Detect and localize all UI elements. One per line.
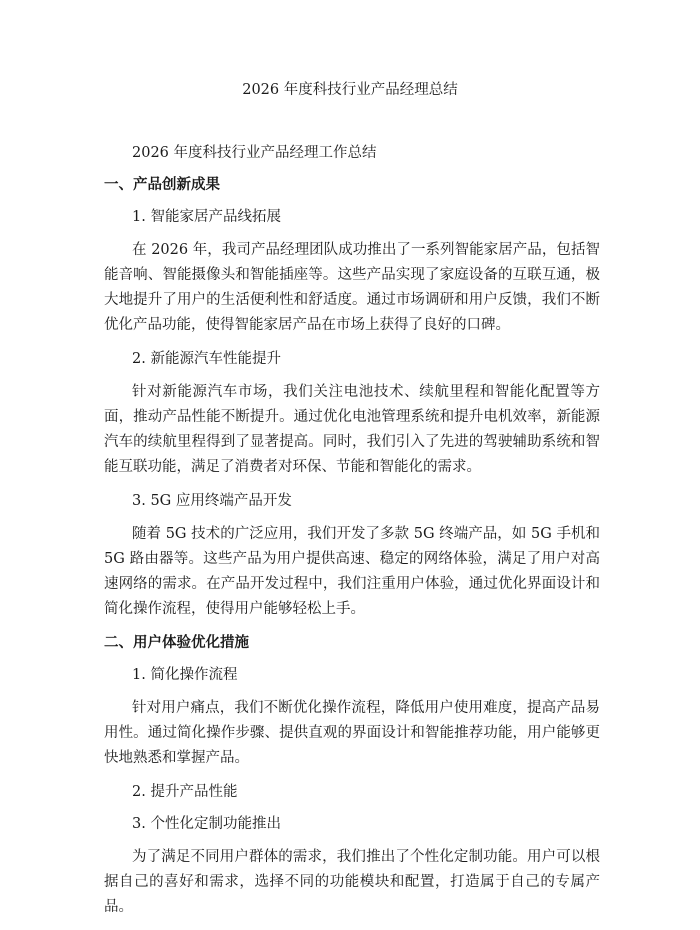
paragraph-ev: 针对新能源汽车市场，我们关注电池技术、续航里程和智能化配置等方面，推动产品性能不断提升。通过优化电池管理系统和提升电机效率，新能源汽车的续航里程得到了显著提高。同时，我们引入了先进的驾驶辅助系统和智能互联功能，满足了消费者对环保、节能和智能化的需求。	[104, 384, 600, 475]
section-heading: 二、用户体验优化措施	[104, 635, 249, 651]
item-heading-simplify: 1. 简化操作流程	[132, 667, 238, 683]
item-heading-customization: 3. 个性化定制功能推出	[132, 816, 281, 832]
document-body	[104, 142, 600, 930]
document-subtitle: 2026 年度科技行业产品经理工作总结	[132, 145, 377, 161]
item-heading-performance: 2. 提升产品性能	[132, 784, 238, 800]
section-product-innovation	[104, 174, 600, 622]
paragraph-simplify: 针对用户痛点，我们不断优化操作流程，降低用户使用难度，提高产品易用性。通过简化操作步骤、提供直观的界面设计和智能推荐功能，用户能够更快地熟悉和掌握产品。	[104, 700, 600, 766]
section-ux-optimization	[104, 632, 600, 920]
paragraph-5g: 随着 5G 技术的广泛应用，我们开发了多款 5G 终端产品，如 5G 手机和 5G 路由器等。这些产品为用户提供高速、稳定的网络体验，满足了用户对高速网络的需求。在产品开发过程中，我们注重用户体验，通过优化界面设计和简化操作流程，使得用户能够轻松上手。	[104, 526, 600, 617]
item-heading-5g: 3. 5G 应用终端产品开发	[132, 493, 292, 509]
paragraph-customization: 为了满足不同用户群体的需求，我们推出了个性化定制功能。用户可以根据自己的喜好和需求，选择不同的功能模块和配置，打造属于自己的专属产品。	[104, 849, 600, 915]
document-title: 2026 年度科技行业产品经理总结	[242, 82, 458, 98]
item-heading-smart-home: 1. 智能家居产品线拓展	[132, 209, 281, 225]
paragraph-smart-home: 在 2026 年，我司产品经理团队成功推出了一系列智能家居产品，包括智能音响、智能摄像头和智能插座等。这些产品实现了家庭设备的互联互通，极大地提升了用户的生活便利性和舒适度。通过市场调研和用户反馈，我们不断优化产品功能，使得智能家居产品在市场上获得了良好的口碑。	[104, 242, 600, 333]
section-heading: 一、产品创新成果	[104, 177, 220, 193]
item-heading-ev: 2. 新能源汽车性能提升	[132, 351, 281, 367]
